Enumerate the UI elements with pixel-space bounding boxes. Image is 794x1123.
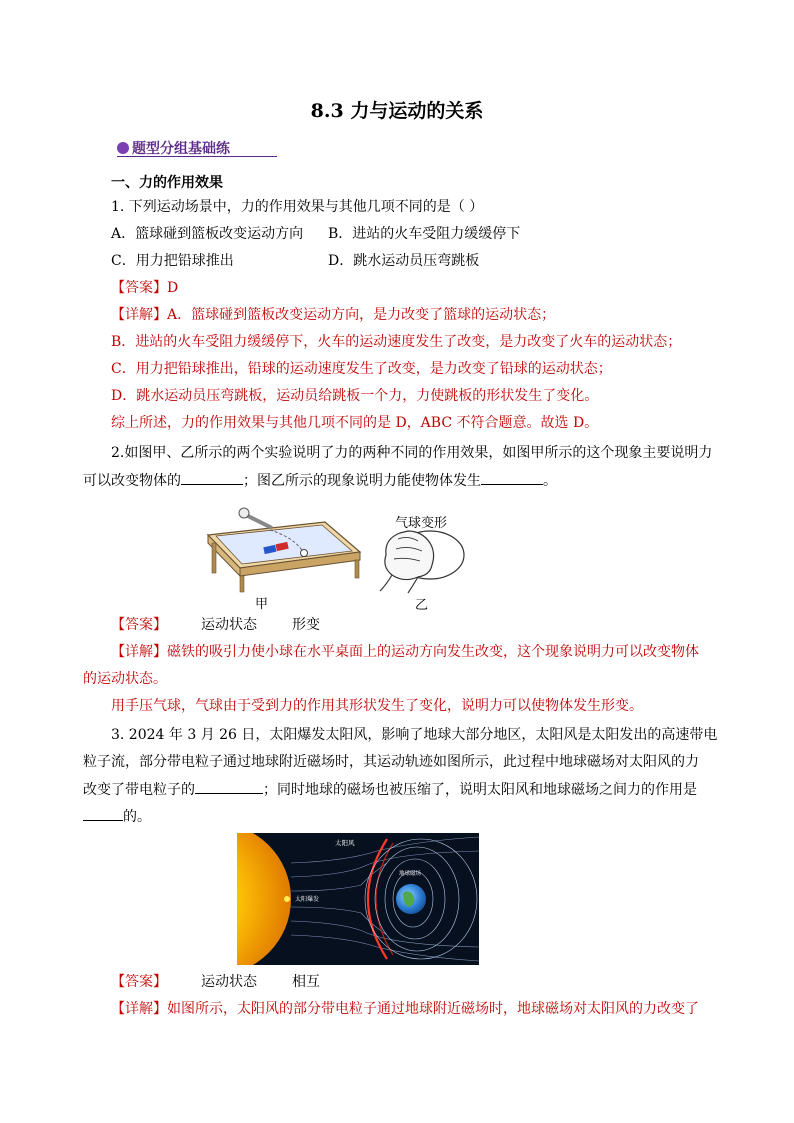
- q2-detail-line2: 的运动状态。: [83, 671, 167, 687]
- section-badge: [117, 138, 230, 158]
- q3-stem-line4: [83, 806, 151, 827]
- q1-detail-c: C．用力把铅球推出，铅球的运动速度发生了改变，是力改变了铅球的运动状态；: [111, 361, 612, 377]
- q3-stem-line1: 3. 2024 年 3 月 26 日，太阳爆发太阳风，影响了地球大部分地区，太阳风是太阳发出的高速带电: [111, 727, 718, 743]
- q2-stem-part3: 。: [543, 473, 557, 489]
- fill-blank[interactable]: [195, 779, 263, 794]
- q2-stem-line1: 2.如图甲、乙所示的两个实验说明了力的两种不同的作用效果，如图甲所示的这个现象主要说明力: [111, 445, 713, 461]
- q2-detail-line3: 用手压气球，气球由于受到力的作用其形状发生了变化，说明力可以使物体发生形变。: [111, 698, 643, 714]
- q1-option-c: C．用力把铅球推出: [111, 253, 234, 269]
- section-underline: [117, 156, 277, 157]
- section-heading: 一、力的作用效果: [111, 175, 223, 191]
- section-badge-label: 题型分组基础练: [132, 141, 230, 157]
- q3-stem-part2: ；同时地球的磁场也被压缩了，说明太阳风和地球磁场之间力的作用是: [263, 782, 697, 798]
- q3-stem-line3: [83, 779, 697, 800]
- detail-text: A．篮球碰到篮板改变运动方向，是力改变了篮球的运动状态；: [167, 307, 556, 323]
- fill-blank[interactable]: [481, 470, 543, 485]
- detail-text: 如图所示，太阳风的部分带电粒子通过地球附近磁场时，地球磁场对太阳风的力改变了: [167, 1001, 699, 1017]
- q1-option-b: B．进站的火车受阻力缓缓停下: [328, 226, 521, 242]
- balloon-hand-figure: [378, 525, 468, 595]
- answer-tag: 【答案】: [111, 617, 167, 633]
- q3-stem-line2: 粒子流，部分带电粒子通过地球附近磁场时，其运动轨迹如图所示，此过程中地球磁场对太阳风的力: [83, 754, 699, 770]
- q1-detail-a: [111, 305, 555, 325]
- detail-tag: 【详解】: [111, 644, 167, 660]
- detail-tag: 【详解】: [111, 1001, 167, 1017]
- q3-detail-line1: [111, 999, 699, 1019]
- detail-tag: 【详解】: [111, 307, 167, 323]
- q1-detail-b: B．进站的火车受阻力缓缓停下，火车的运动速度发生了改变，是力改变了火车的运动状态；: [111, 334, 682, 350]
- q3-stem-part1: 改变了带电粒子的: [83, 782, 195, 798]
- q2-answer-1: 运动状态: [201, 617, 257, 633]
- detail-text: 磁铁的吸引力使小球在水平桌面上的运动方向发生改变，这个现象说明力可以改变物体: [167, 644, 699, 660]
- fill-blank[interactable]: [83, 806, 123, 821]
- q3-answer: [111, 972, 167, 992]
- q2-answer: [111, 615, 167, 635]
- q2-stem-part2: ；图乙所示的现象说明力能使物体发生: [243, 473, 481, 489]
- figure-label-jia: 甲: [255, 597, 269, 612]
- q1-detail-summary: 综上所述，力的作用效果与其他几项不同的是 D，ABC 不符合题意。故选 D。: [111, 415, 599, 431]
- bullet-dot-icon: [117, 142, 129, 154]
- sun-flare-label: 太阳爆发: [295, 896, 320, 903]
- balloon-figure-label: 气球变形: [395, 516, 448, 531]
- q2-answer-2: 形变: [292, 617, 320, 633]
- q1-option-a: A．篮球碰到篮板改变运动方向: [111, 226, 304, 242]
- q1-option-d: D．跳水运动员压弯跳板: [328, 253, 480, 269]
- q2-stem-line2: [83, 470, 557, 491]
- q1-detail-d: D．跳水运动员压弯跳板，运动员给跳板一个力，力使跳板的形状发生了变化。: [111, 388, 599, 404]
- q3-answer-2: 相互: [292, 974, 320, 990]
- earth-field-label: 地球磁场: [399, 871, 422, 877]
- fill-blank[interactable]: [181, 470, 243, 485]
- answer-tag: 【答案】: [111, 974, 167, 990]
- q1-answer: [111, 278, 178, 298]
- q2-stem-part1: 可以改变物体的: [83, 473, 181, 489]
- q1-stem: 1. 下列运动场景中，力的作用效果与其他几项不同的是（ ）: [111, 199, 484, 215]
- page-title: 8.3 力与运动的关系: [310, 100, 484, 122]
- solar-wind-figure: [237, 833, 479, 965]
- q3-answer-1: 运动状态: [201, 974, 257, 990]
- figure-label-yi: 乙: [415, 598, 429, 613]
- solar-wind-label: 太阳风: [335, 839, 355, 847]
- answer-tag: 【答案】: [111, 280, 167, 296]
- q2-detail-line1: [111, 642, 699, 662]
- magnet-table-figure: [200, 500, 365, 595]
- q3-stem-part3: 的。: [123, 809, 151, 825]
- answer-value: D: [167, 280, 179, 296]
